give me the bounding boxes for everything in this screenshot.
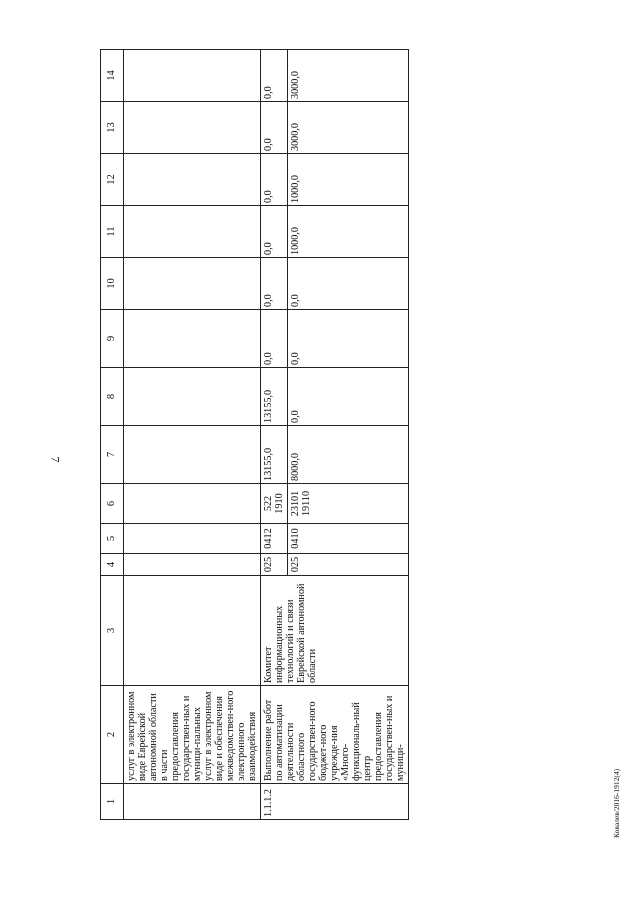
header-row: [101, 50, 124, 820]
page-number: 7: [48, 456, 63, 463]
cell: 1.1.1.2: [261, 784, 409, 820]
cell: [124, 50, 261, 102]
cell: [124, 102, 261, 154]
footer-code: Ковалев/2016-1912(4): [612, 768, 621, 838]
rotated-table-wrapper: [100, 50, 407, 820]
cell: [124, 784, 261, 820]
col-header: 8: [101, 368, 124, 426]
cell: 025: [261, 554, 288, 576]
cell: Выполнение работ по автоматизации деятельности областного государствен-ного бюджет-ного учрежде-ния «Много-функциональ-ный центр предоставления государствен-ных и муници-: [261, 686, 409, 784]
cell: 0,0: [288, 258, 409, 310]
cell: [124, 258, 261, 310]
cell: 0,0: [288, 310, 409, 368]
cell: [124, 310, 261, 368]
cell: 025: [288, 554, 409, 576]
cell: [124, 524, 261, 554]
cell: 0,0: [261, 154, 288, 206]
col-header: 1: [101, 784, 124, 820]
cell: 3000,0: [288, 50, 409, 102]
cell: 0410: [288, 524, 409, 554]
cell: 0,0: [261, 50, 288, 102]
cell: [124, 154, 261, 206]
cell: 3000,0: [288, 102, 409, 154]
cell: [124, 426, 261, 484]
col-header: 4: [101, 554, 124, 576]
cell: Комитет информационных технологий и связи Еврейской автономной области: [261, 576, 409, 686]
cell: 0,0: [261, 258, 288, 310]
col-header: 13: [101, 102, 124, 154]
cell: 0412: [261, 524, 288, 554]
cell: 522 1910: [261, 484, 288, 524]
col-header: 10: [101, 258, 124, 310]
cell: 8000,0: [288, 426, 409, 484]
cell: услуг в электронном виде Еврейской автономной области в части предоставления государствен-ных и муници-пальных услуг в электронном виде и обеспечения межведомствен-ного электронного взаимодействия: [124, 686, 261, 784]
cell: 1000,0: [288, 206, 409, 258]
cell: [124, 576, 261, 686]
col-header: 11: [101, 206, 124, 258]
cell: 13155,0: [261, 368, 288, 426]
cell: 0,0: [288, 368, 409, 426]
col-header: 6: [101, 484, 124, 524]
table-row: [124, 50, 261, 820]
cell: [124, 368, 261, 426]
col-header: 2: [101, 686, 124, 784]
col-header: 7: [101, 426, 124, 484]
col-header: 9: [101, 310, 124, 368]
cell: 1000,0: [288, 154, 409, 206]
cell: 23101 19110: [288, 484, 409, 524]
table-row: [261, 50, 288, 820]
col-header: 12: [101, 154, 124, 206]
cell: [124, 206, 261, 258]
col-header: 3: [101, 576, 124, 686]
cell: 0,0: [261, 310, 288, 368]
cell: 0,0: [261, 206, 288, 258]
cell: 13155,0: [261, 426, 288, 484]
cell: [124, 484, 261, 524]
col-header: 5: [101, 524, 124, 554]
cell: 0,0: [261, 102, 288, 154]
col-header: 14: [101, 50, 124, 102]
cell: [124, 554, 261, 576]
budget-table: [100, 49, 409, 820]
